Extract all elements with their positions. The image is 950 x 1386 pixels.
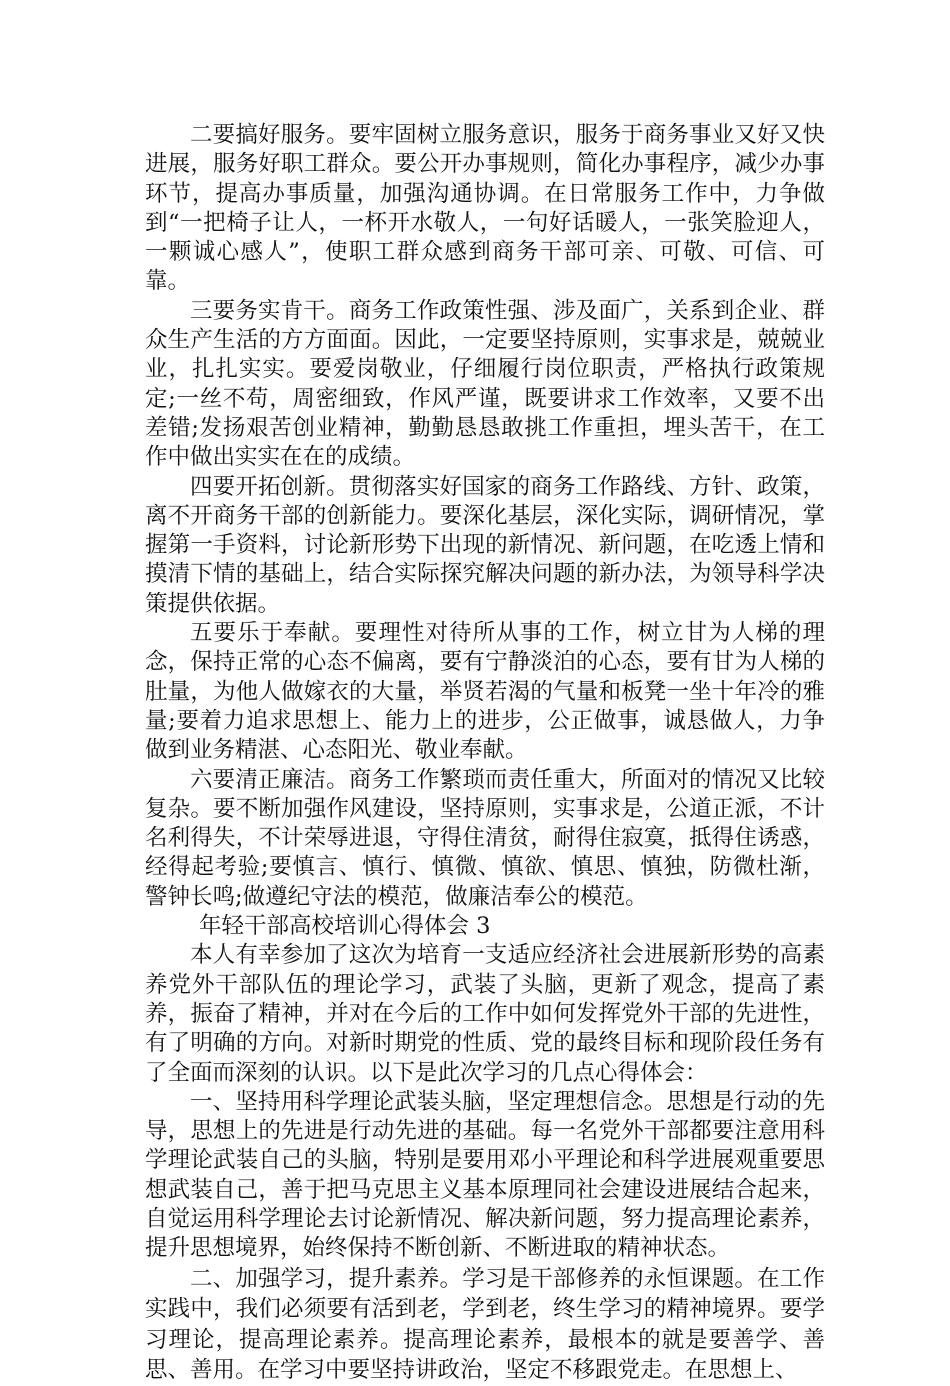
document-body: [145, 121, 825, 1386]
paragraph-theory: 一、坚持用科学理论武装头脑，坚定理想信念。思想是行动的先导，思想上的先进是行动先进的基础。每一名党外干部都要注意用科学理论武装自己的头脑，特别是要用邓小平理论和科学进展观重要思想武装自己，善于把马克思主义基本原理同社会建设进展结合起来，自觉运用科学理论去讨论新情况、解决新问题，努力提高理论素养，提升思想境界，始终保持不断创新、不断进取的精神状态。: [145, 1088, 825, 1262]
paragraph-intro: 本人有幸参加了这次为培育一支适应经济社会进展新形势的高素养党外干部队伍的理论学习，武装了头脑，更新了观念，提高了素养，振奋了精神，并对在今后的工作中如何发挥党外干部的先进性，有了明确的方向。对新时期党的性质、党的最终目标和现阶段任务有了全面而深刻的认识。以下是此次学习的几点心得体会：: [145, 942, 825, 1086]
paragraph-service: 二要搞好服务。要牢固树立服务意识，服务于商务事业又好又快进展，服务好职工群众。要公开办事规则，简化办事程序，减少办事环节，提高办事质量，加强沟通协调。在日常服务工作中，力争做到“一把椅子让人，一杯开水敬人，一句好话暖人，一张笑脸迎人，一颗诚心感人”，使职工群众感到商务干部可亲、可敬、可信、可靠。: [145, 122, 825, 295]
paragraph-dedication: 五要乐于奉献。要理性对待所从事的工作，树立甘为人梯的理念，保持正常的心态不偏离，要有宁静淡泊的心态，要有甘为人梯的肚量，为他人做嫁衣的大量，举贤若渴的气量和板凳一坐十年冷的雅量;要着力追求思想上、能力上的进步，公正做事，诚恳做人，力争做到业务精湛、心态阳光、敬业奉献。: [145, 620, 825, 764]
paragraph-pragmatic: 三要务实肯干。商务工作政策性强、涉及面广，关系到企业、群众生产生活的方方面面。因此，一定要坚持原则，实事求是，兢兢业业，扎扎实实。要爱岗敬业，仔细履行岗位职责，严格执行政策规定;一丝不苟，周密细致，作风严谨，既要讲求工作效率，又要不出差错;发扬艰苦创业精神，勤勤恳恳敢挑工作重担，埋头苦干，在工作中做出实实在在的成绩。: [145, 297, 825, 471]
section-heading: 年轻干部高校培训心得体会 3: [199, 913, 491, 940]
paragraph-integrity: 六要清正廉洁。商务工作繁琐而责任重大，所面对的情况又比较复杂。要不断加强作风建设，坚持原则，实事求是，公道正派，不计名利得失，不计荣辱进退，守得住清贫，耐得住寂寞，抵得住诱惑，经得起考验;要慎言、慎行、慎微、慎欲、慎思、慎独，防微杜渐，警钟长鸣;做遵纪守法的模范，做廉洁奉公的模范。: [145, 766, 825, 910]
paragraph-study: 二、加强学习，提升素养。学习是干部修养的永恒课题。在工作实践中，我们必须要有活到老，学到老，终生学习的精神境界。要学习理论，提高理论素养。提高理论素养，最根本的就是要善学、善思、善用。在学习中要坚持讲政治，坚定不移跟党走。在思想上、: [145, 1265, 825, 1384]
paragraph-innovation: 四要开拓创新。贯彻落实好国家的商务工作路线、方针、政策，离不开商务干部的创新能力。要深化基层，深化实际，调研情况，掌握第一手资料，讨论新形势下出现的新情况、新问题，在吃透上情和摸清下情的基础上，结合实际探究解决问题的新办法，为领导科学决策提供依据。: [145, 473, 825, 617]
